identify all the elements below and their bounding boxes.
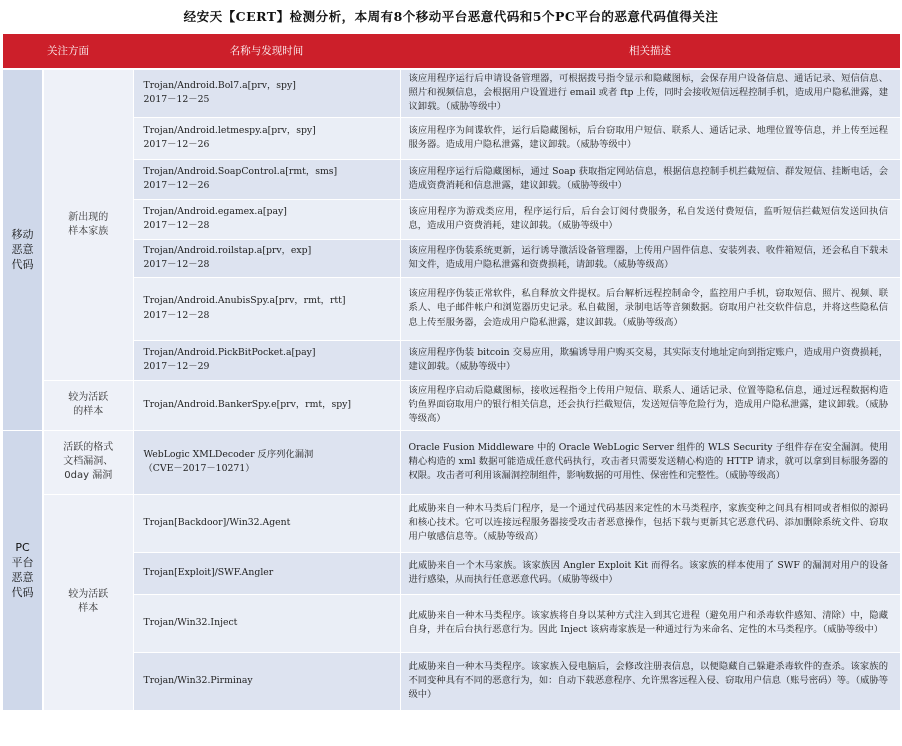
malware-description: 此威胁来自一种木马类程序。该家族将自身以某种方式注入到其它进程（避免用户和杀毒软件感知、清除）中，隐藏自身，并在后台执行恶意行为。因此 Inject 该病毒家族是一种通过行为来命名、定性的木马类程序。（威胁等级中） bbox=[400, 594, 900, 652]
malware-description: 此威胁来自一个木马家族。该家族因 Angler Exploit Kit 而得名。该家族的样本使用了 SWF 的漏洞对用户的设备进行感染，从而执行任意恶意代码。（威胁等级中） bbox=[400, 552, 900, 594]
malware-name-cell bbox=[133, 117, 400, 159]
malware-description: 此威胁来自一种木马类程序。该家族入侵电脑后，会修改注册表信息，以便隐藏自己躲避杀毒软件的查杀。该家族的不同变种具有不同的恶意行为，如：自动下载恶意程序、允许黑客远程入侵、窃取用户信息（账号密码）等。（威胁等级中） bbox=[400, 652, 900, 710]
malware-name: Trojan[Exploit]/SWF.Angler bbox=[143, 566, 274, 578]
subcategory-new-family: 新出现的 样本家族 bbox=[43, 69, 133, 380]
malware-name: Trojan/Android.Bol7.a[prv，spy] bbox=[143, 80, 296, 92]
page-title: 经安天【CERT】检测分析，本周有8个移动平台恶意代码和5个PC平台的恶意代码值得关注 bbox=[183, 9, 719, 24]
discovery-date: 2017－12－29 bbox=[143, 361, 210, 372]
discovery-date: 2017－12－28 bbox=[143, 309, 210, 321]
malware-name-cell bbox=[133, 552, 400, 594]
table-row bbox=[3, 380, 900, 430]
discovery-date: （CVE－2017－10271） bbox=[143, 463, 255, 474]
malware-description: 此威胁来自一种木马类后门程序，是一个通过代码基因来定性的木马类程序，家族变种之间具有相同或者相似的源码和核心技术。它可以连接远程服务器接受攻击者恶意操作，包括下载与更新其它恶意代码、添加删除系统文件、窃取用户敏感信息等。（威胁等级高） bbox=[400, 494, 900, 552]
malware-name: Trojan/Win32.Pirminay bbox=[143, 674, 253, 686]
malware-name: Trojan/Android.egamex.a[pay] bbox=[143, 205, 287, 217]
table-row bbox=[3, 652, 900, 710]
table-row bbox=[3, 340, 900, 380]
malware-name: Trojan/Android.PickBitPocket.a[pay] bbox=[143, 346, 316, 358]
malware-name: Trojan/Android.letmespy.a[prv，spy] bbox=[143, 124, 316, 136]
malware-description: 该应用程序伪装 bitcoin 交易应用，欺骗诱导用户购买交易，其实际支付地址定向到指定账户，造成用户资费损耗，建议卸载。（威胁等级中） bbox=[400, 340, 900, 380]
discovery-date: 2017－12－26 bbox=[143, 139, 210, 150]
malware-name: Trojan[Backdoor]/Win32.Agent bbox=[143, 516, 291, 528]
header-focus: 关注方面 bbox=[3, 34, 133, 69]
malware-name: Trojan/Android.roilstap.a[prv，exp] bbox=[143, 244, 312, 256]
table-row bbox=[3, 159, 900, 199]
malware-description: 该应用程序启动后隐藏图标，接收远程指令上传用户短信、联系人、通话记录、位置等隐私信息，通过远程数据构造钓鱼界面窃取用户的银行相关信息，还会执行拦截短信，发送短信等危险行为，造成用户隐私泄露，建议卸载。（威胁等级高） bbox=[400, 380, 900, 430]
malware-name: Trojan/Android.SoapControl.a[rmt，sms] bbox=[143, 165, 338, 177]
subcategory-pc-active: 较为活跃 样本 bbox=[43, 494, 133, 710]
discovery-date: 2017－12－26 bbox=[143, 180, 210, 191]
malware-table bbox=[3, 34, 900, 711]
malware-name-cell bbox=[133, 594, 400, 652]
header-name: 名称与发现时间 bbox=[133, 34, 400, 69]
malware-description: 该应用程序为游戏类应用，程序运行后，后台会订阅付费服务，私自发送付费短信，监听短信拦截短信发送回执信息，造成用户资费消耗，建议卸载。（威胁等级中） bbox=[400, 199, 900, 239]
malware-name-cell bbox=[133, 69, 400, 117]
malware-name-cell bbox=[133, 494, 400, 552]
malware-description: 该应用程序运行后隐藏图标，通过 Soap 获取指定网站信息，根据信息控制手机拦截短信、群发短信、挂断电话，会造成资费消耗和信息泄露，建议卸载。（威胁等级中） bbox=[400, 159, 900, 199]
malware-description: 该应用程序伪装正常软件，私自释放文件提权。后台解析远程控制命令，监控用户手机，窃取短信、照片、视频、联系人、电子邮件帐户和浏览器历史记录。私自截图，录制电话等音频数据。窃取用户社交软件信息，并将这些隐私信息上传至服务器，会造成用户隐私泄露，建议卸载。（威胁等级高） bbox=[400, 277, 900, 340]
malware-name-cell bbox=[133, 199, 400, 239]
malware-name: WebLogic XMLDecoder 反序列化漏洞 bbox=[143, 448, 314, 460]
discovery-date: 2017－12－25 bbox=[143, 94, 210, 106]
malware-name: Trojan/Android.AnubisSpy.a[prv，rmt，rtt] bbox=[143, 295, 346, 307]
malware-description: 该应用程序运行后申请设备管理器，可根据拨号指令显示和隐藏图标，会保存用户设备信息、通话记录、短信信息、照片和视频信息，会根据用户设置进行 email 或者 ftp 上传，同时会接收短信远程控制手机，造成用户隐私泄露，建议卸载。（威胁等级中） bbox=[400, 69, 900, 117]
subcategory-mobile-active: 较为活跃 的样本 bbox=[43, 380, 133, 430]
malware-name-cell bbox=[133, 159, 400, 199]
malware-name-cell bbox=[133, 430, 400, 494]
table-row bbox=[3, 69, 900, 117]
malware-description: Oracle Fusion Middleware 中的 Oracle WebLogic Server 组件的 WLS Security 子组件存在安全漏洞。使用精心构造的 xml 数据可能造成任意代码执行，攻击者只需要发送精心构造的 HTTP 请求，就可以拿到目标服务器的权限。攻击者可利用该漏洞控制组件，影响数据的可用性、保密性和完整性。（威胁等级高） bbox=[400, 430, 900, 494]
discovery-date: 2017－12－28 bbox=[143, 220, 210, 231]
table-row bbox=[3, 552, 900, 594]
table-row bbox=[3, 430, 900, 494]
subcategory-pc-vuln: 活跃的格式 文档漏洞、 0day 漏洞 bbox=[43, 430, 133, 494]
table-row bbox=[3, 199, 900, 239]
malware-name-cell bbox=[133, 277, 400, 340]
header-desc: 相关描述 bbox=[400, 34, 900, 69]
table-row bbox=[3, 117, 900, 159]
malware-description: 该应用程序为间谍软件，运行后隐藏图标，后台窃取用户短信、联系人、通话记录、地理位置等信息，并上传至远程服务器。造成用户隐私泄露，建议卸载。（威胁等级中） bbox=[400, 117, 900, 159]
table-header-row bbox=[3, 34, 900, 69]
malware-name-cell bbox=[133, 380, 400, 430]
table-row bbox=[3, 239, 900, 277]
category-mobile: 移动 恶意 代码 bbox=[3, 69, 43, 430]
malware-name: Trojan/Android.BankerSpy.e[prv，rmt，spy] bbox=[143, 398, 352, 410]
malware-name: Trojan/Win32.Inject bbox=[143, 616, 238, 628]
category-pc: PC 平台 恶意 代码 bbox=[3, 430, 43, 710]
malware-name-cell bbox=[133, 239, 400, 277]
malware-name-cell bbox=[133, 652, 400, 710]
table-row bbox=[3, 277, 900, 340]
malware-name-cell bbox=[133, 340, 400, 380]
table-row bbox=[3, 494, 900, 552]
malware-description: 该应用程序伪装系统更新，运行诱导激活设备管理器，上传用户固件信息、安装列表、收件箱短信，还会私自下载未知文件，造成用户隐私泄露和资费损耗，请卸载。（威胁等级高） bbox=[400, 239, 900, 277]
table-row bbox=[3, 594, 900, 652]
discovery-date: 2017－12－28 bbox=[143, 259, 210, 270]
